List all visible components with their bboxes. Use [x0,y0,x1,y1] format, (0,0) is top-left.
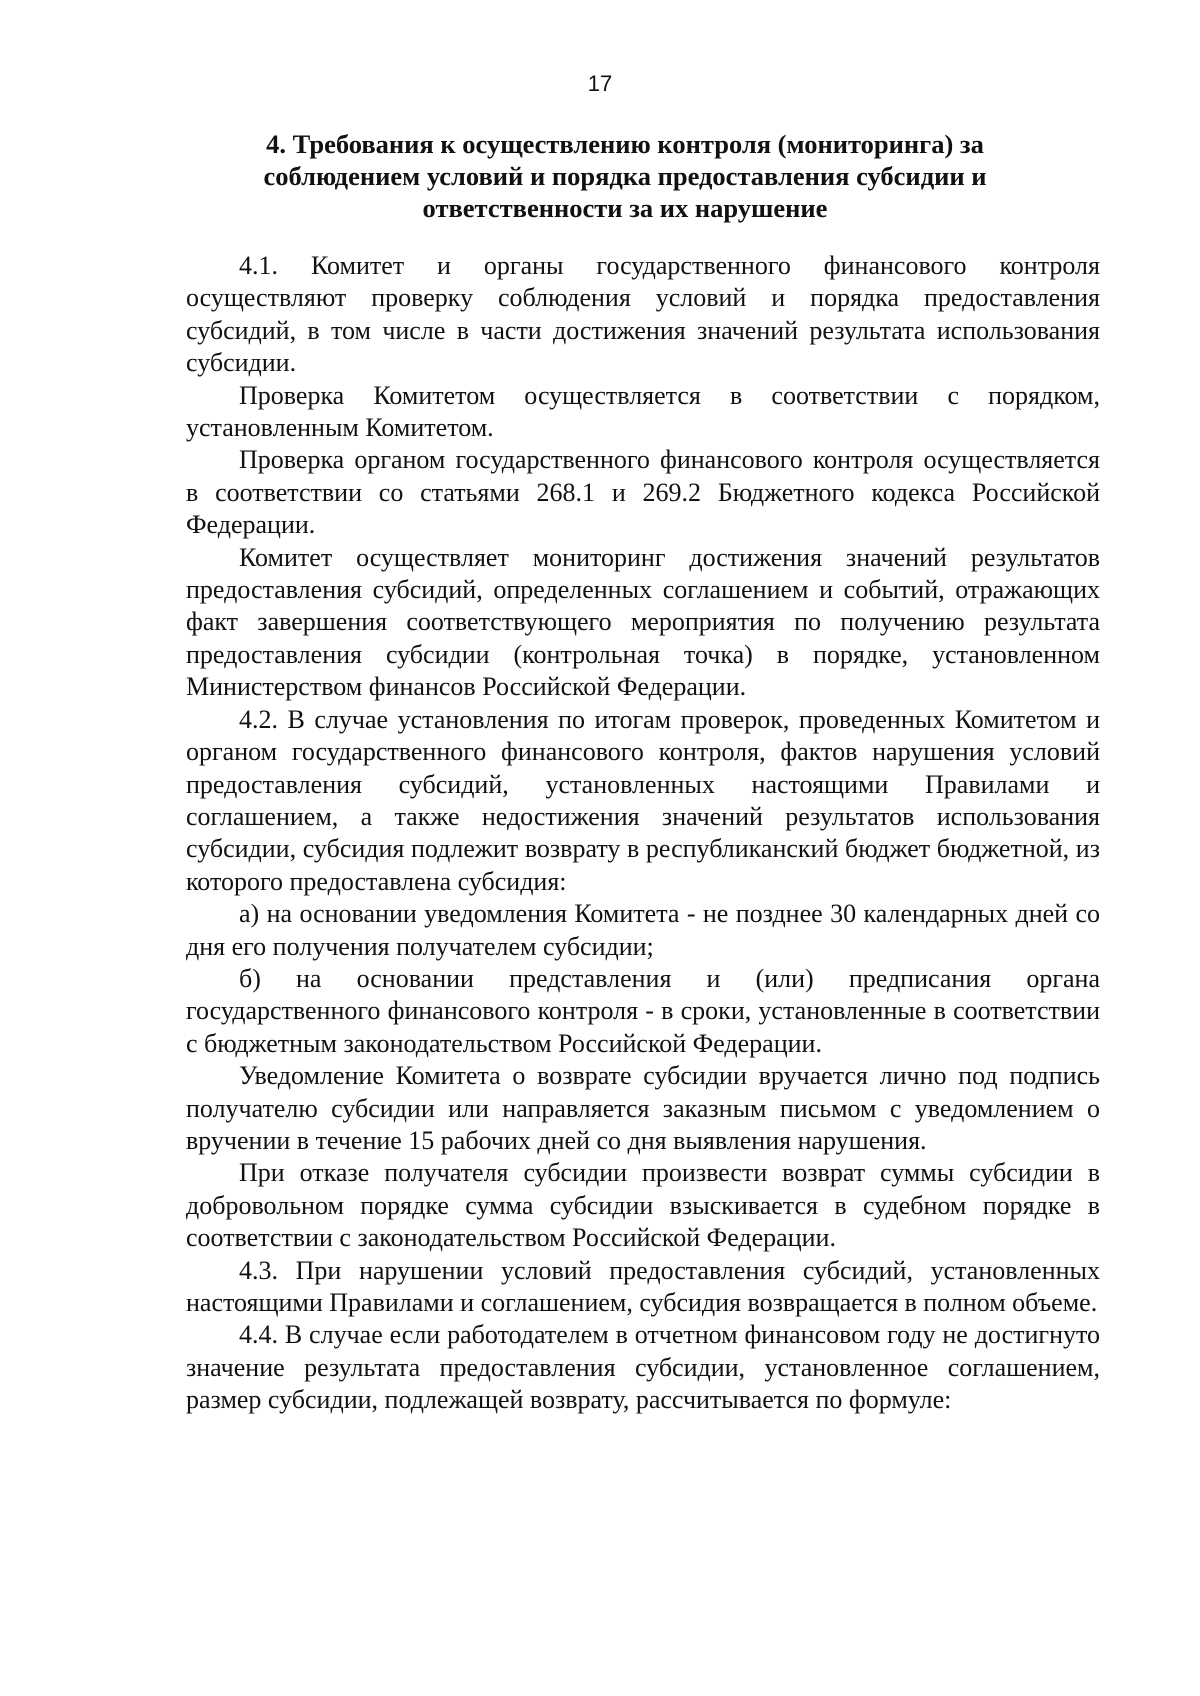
paragraph: При отказе получателя субсидии произвести возврат суммы субсидии в добровольном порядке сумма субсидии взыскивается в судебном порядке в соответствии с законодательством Российской Федерации. [186,1158,1100,1253]
document-body [186,250,1100,1417]
paragraph-4-2: 4.2. В случае установления по итогам проверок, проведенных Комитетом и органом государственного финансового контроля, фактов нарушения условий предоставления субсидий, установленных настоящими Правилами и соглашением, а также недостижения значений результатов использования субсидии, субсидия подлежит возврату в республиканский бюджет бюджетной, из которого предоставлена субсидия: [186,704,1100,896]
section-heading-line: 4. Требования к осуществлению контроля (мониторинга) за [266,129,984,159]
section-heading [230,128,1020,224]
list-item-a: а) на основании уведомления Комитета - не позднее 30 календарных дней со дня его получения получателем субсидии; [186,899,1100,961]
section-heading-line: соблюдением условий и порядка предоставления субсидии и [263,161,987,191]
paragraph: Проверка органом государственного финансового контроля осуществляется в соответствии со статьями 268.1 и 269.2 Бюджетного кодекса Российской Федерации. [186,445,1100,540]
list-item-b: б) на основании представления и (или) предписания органа государственного финансового контроля - в сроки, установленные в соответствии с бюджетным законодательством Российской Федерации. [186,963,1100,1058]
paragraph-4-4: 4.4. В случае если работодателем в отчетном финансовом году не достигнуто значение результата предоставления субсидии, установленное соглашением, размер субсидии, подлежащей возврату, рассчитывается по формуле: [186,1320,1100,1415]
paragraph-4-1: 4.1. Комитет и органы государственного финансового контроля осуществляют проверку соблюдения условий и порядка предоставления субсидий, в том числе в части достижения значений результата использования субсидии. [186,251,1100,378]
section-heading-line: ответственности за их нарушение [422,193,828,223]
page-number: 17 [587,71,613,96]
paragraph: Проверка Комитетом осуществляется в соответствии с порядком, установленным Комитетом. [186,380,1100,443]
paragraph: Комитет осуществляет мониторинг достижения значений результатов предоставления субсидий, определенных соглашением и событий, отражающих факт завершения соответствующего мероприятия по получению результата предоставления субсидии (контрольная точка) в порядке, установленном Министерством финансов Российской Федерации. [186,542,1100,702]
paragraph: Уведомление Комитета о возврате субсидии вручается лично под подпись получателю субсидии или направляется заказным письмом с уведомлением о вручении в течение 15 рабочих дней со дня выявления нарушения. [186,1061,1100,1155]
paragraph-4-3: 4.3. При нарушении условий предоставления субсидий, установленных настоящими Правилами и соглашением, субсидия возвращается в полном объеме. [186,1255,1100,1317]
